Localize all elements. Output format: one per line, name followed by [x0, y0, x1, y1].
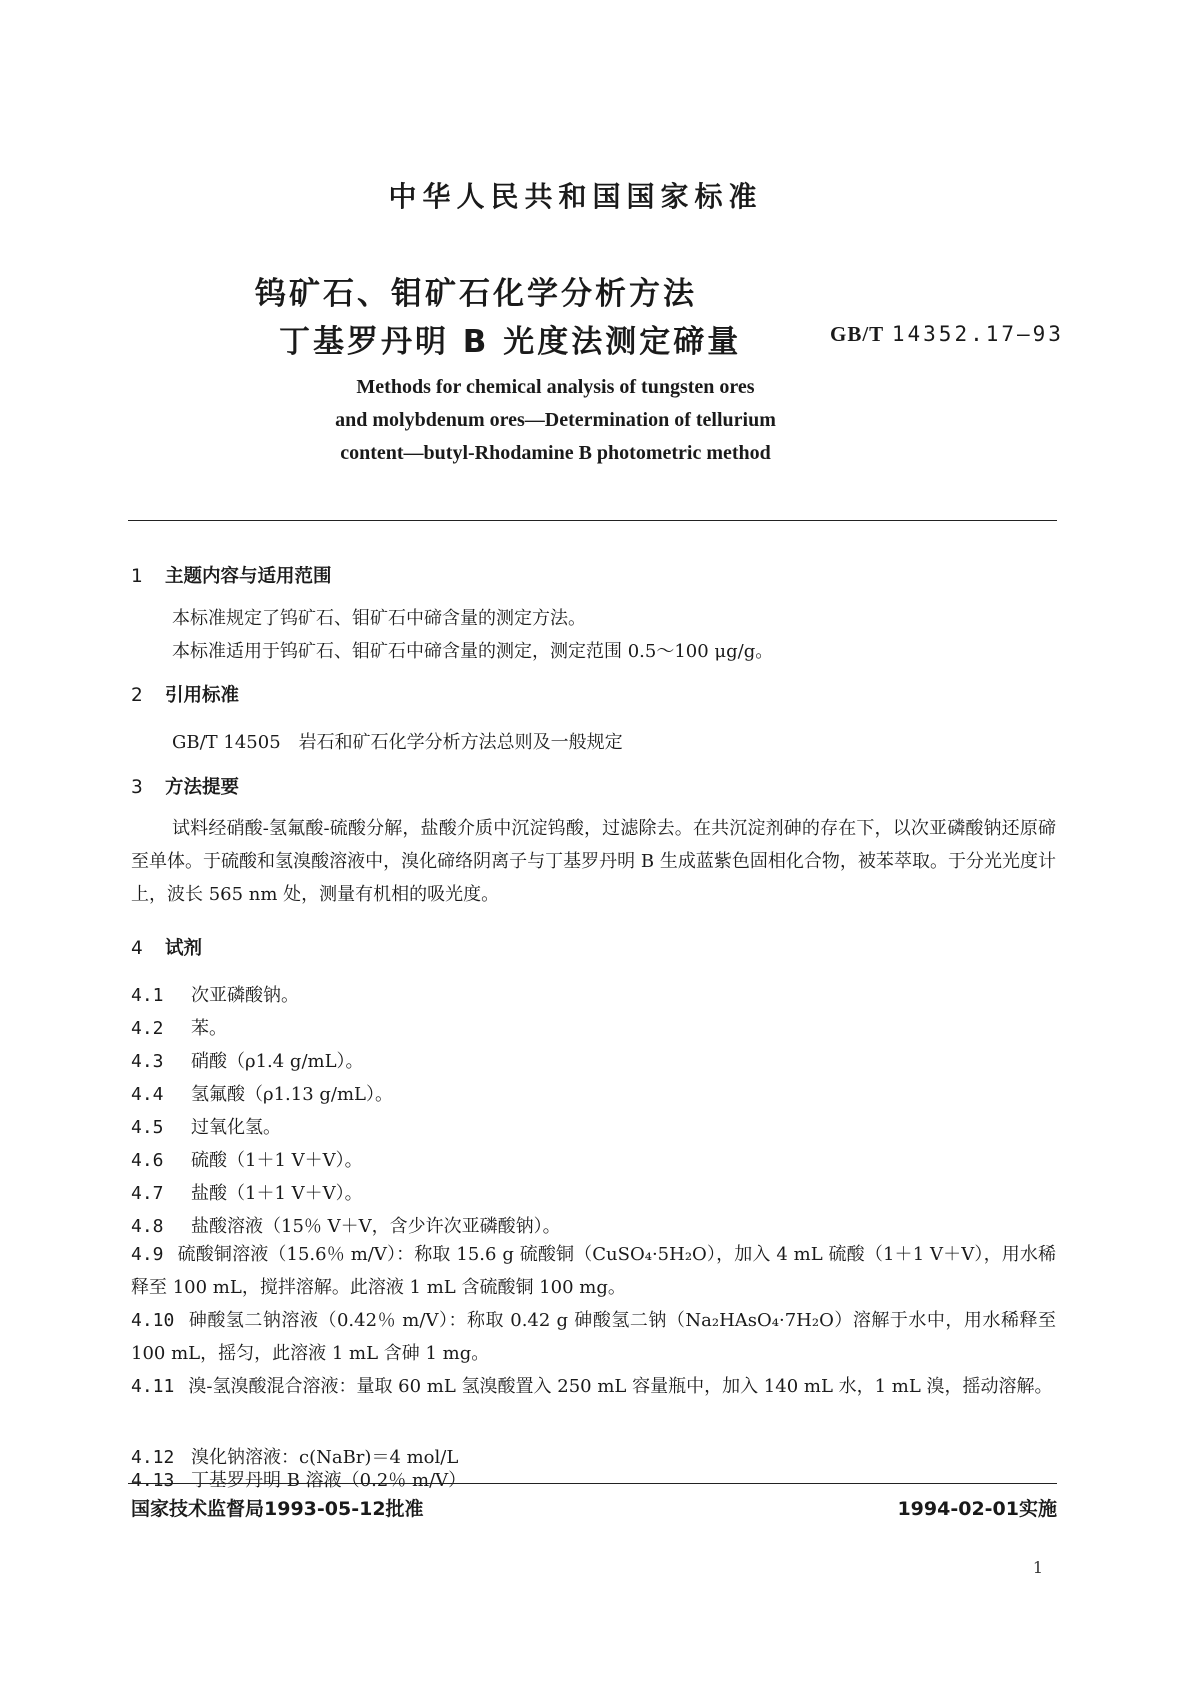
reagent-text: 过氧化氢。 — [191, 1117, 281, 1138]
section-1-paragraph: 本标准规定了钨矿石、钼矿石中碲含量的测定方法。 — [172, 608, 586, 629]
reagent-item — [131, 1146, 363, 1172]
reagent-text: 硫酸铜溶液（15.6％ m/V）：称取 15.6 g 硫酸铜（CuSO₄·5H₂O），加入 4 mL 硫酸（1＋1 V＋V），用水稀释至 100 mL，搅拌溶解。此溶液 1 mL 含硫酸铜 100 mg。 — [131, 1244, 1056, 1298]
reagent-item — [131, 1080, 393, 1106]
reagent-number: 4.10 — [131, 1310, 175, 1331]
reagent-text: 盐酸（1＋1 V＋V）。 — [191, 1183, 363, 1204]
english-title-line3: content—butyl-Rhodamine B photometric method — [340, 442, 771, 464]
reagent-text: 盐酸溶液（15％ V＋V，含少许次亚磷酸钠）。 — [191, 1216, 561, 1237]
section-title: 引用标准 — [165, 685, 240, 706]
section-number: 3 — [131, 777, 143, 798]
section-title: 试剂 — [165, 938, 203, 959]
section-heading-3 — [131, 773, 239, 799]
page-number: 1 — [1032, 1558, 1043, 1577]
reagent-number: 4.5 — [131, 1117, 164, 1138]
reagent-item — [131, 1238, 1056, 1304]
reagent-text: 氢氟酸（ρ1.13 g/mL）。 — [191, 1084, 393, 1105]
reagent-number: 4.9 — [131, 1244, 164, 1265]
reagent-item — [131, 1014, 227, 1040]
reagent-number: 4.11 — [131, 1376, 175, 1397]
reagent-text: 硝酸（ρ1.4 g/mL）。 — [191, 1051, 364, 1072]
standard-code — [830, 322, 1064, 347]
reagent-item — [131, 1179, 363, 1205]
reagent-item — [131, 1304, 1056, 1370]
reagent-item — [131, 1466, 466, 1492]
reagent-text: 溴化钠溶液：c(NaBr)＝4 mol/L — [191, 1447, 459, 1468]
reagent-text: 硫酸（1＋1 V＋V）。 — [191, 1150, 363, 1171]
implementation-date: 1994-02-01实施 — [897, 1498, 1057, 1520]
national-standard-heading: 中华人民共和国国家标准 — [388, 180, 763, 213]
reagent-number: 4.8 — [131, 1216, 164, 1237]
section-1-paragraph: 本标准适用于钨矿石、钼矿石中碲含量的测定，测定范围 0.5～100 μg/g。 — [172, 641, 774, 662]
reagent-number: 4.3 — [131, 1051, 164, 1072]
reagent-number: 4.6 — [131, 1150, 164, 1171]
approval-date: 国家技术监督局1993-05-12批准 — [131, 1498, 424, 1520]
section-3-paragraph: 试料经硝酸-氢氟酸-硫酸分解，盐酸介质中沉淀钨酸，过滤除去。在共沉淀剂砷的存在下，以次亚磷酸钠还原碲至单体。于硫酸和氢溴酸溶液中，溴化碲络阴离子与丁基罗丹明 B 生成蓝紫色固相化合物，被苯萃取。于分光光度计上，波长 565 nm 处，测量有机相的吸光度。 — [131, 818, 1056, 905]
reagent-number: 4.7 — [131, 1183, 164, 1204]
reagent-text: 砷酸氢二钠溶液（0.42％ m/V）：称取 0.42 g 砷酸氢二钠（Na₂HAsO₄·7H₂O）溶解于水中，用水稀释至 100 mL，摇匀，此溶液 1 mL 含砷 1 mg。 — [131, 1310, 1056, 1364]
english-title-line2: and molybdenum ores—Determination of tellurium — [335, 409, 776, 431]
section-number: 1 — [131, 566, 143, 587]
reagent-number: 4.4 — [131, 1084, 164, 1105]
reagent-number: 4.12 — [131, 1447, 175, 1468]
section-number: 4 — [131, 938, 143, 959]
section-title: 主题内容与适用范围 — [165, 566, 332, 587]
section-heading-1 — [131, 562, 332, 588]
english-title-line1: Methods for chemical analysis of tungsten ores — [356, 376, 755, 398]
reagent-number: 4.2 — [131, 1018, 164, 1039]
reagent-item — [131, 1212, 561, 1238]
section-heading-2 — [131, 681, 239, 707]
reagent-number: 4.1 — [131, 985, 164, 1006]
reagent-number: 4.13 — [131, 1470, 175, 1491]
document-title-line1: 钨矿石、钼矿石化学分析方法 — [255, 276, 697, 312]
reagent-item — [131, 1047, 364, 1073]
reagent-text: 苯。 — [191, 1018, 227, 1039]
reagent-text: 次亚磷酸钠。 — [191, 985, 299, 1006]
section-2-reference: GB/T 14505 岩石和矿石化学分析方法总则及一般规定 — [172, 732, 623, 753]
reagent-item — [131, 1113, 281, 1139]
reagent-text: 溴-氢溴酸混合溶液：量取 60 mL 氢溴酸置入 250 mL 容量瓶中，加入 140 mL 水，1 mL 溴，摇动溶解。 — [188, 1376, 1053, 1397]
reagent-item — [131, 1370, 1056, 1403]
footer-divider — [128, 1483, 1057, 1484]
document-title-line2: 丁基罗丹明 B 光度法测定碲量 — [279, 324, 742, 360]
reagent-text: 丁基罗丹明 B 溶液（0.2％ m/V） — [191, 1470, 467, 1491]
standard-code-prefix: GB/T — [830, 322, 885, 346]
section-number: 2 — [131, 685, 143, 706]
section-title: 方法提要 — [165, 777, 240, 798]
section-heading-4 — [131, 934, 202, 960]
standard-code-number: 14352.17—93 — [891, 322, 1064, 346]
reagent-item — [131, 981, 299, 1007]
header-divider — [128, 520, 1057, 521]
